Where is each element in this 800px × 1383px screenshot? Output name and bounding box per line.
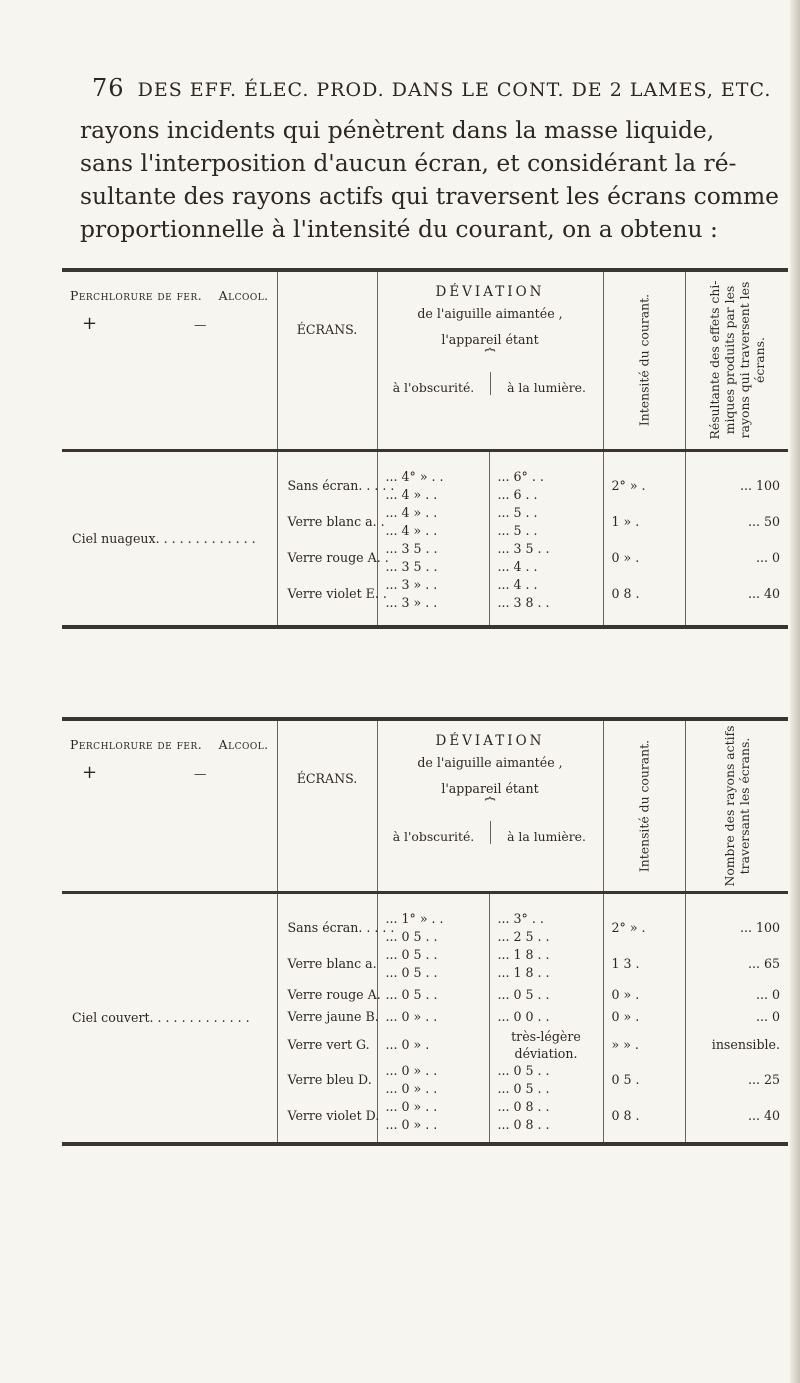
paragraph-line: rayons incidents qui pénètrent dans la masse liquide, bbox=[80, 116, 715, 144]
obscurite-values: ... 4° » . . ... 4 » . . ... 4 » . . ... 4 » . . ... 3 5 . . ... 3 5 . . ... 3 » . . ... 3 » . . bbox=[377, 450, 489, 627]
header-ecrans: ÉCRANS. bbox=[277, 719, 377, 892]
sky-condition: Ciel nuageux. . . . . . . . . . . . . bbox=[62, 450, 277, 627]
header-intensite: Intensité du courant. bbox=[603, 270, 685, 450]
running-title: DES EFF. ÉLEC. PROD. DANS LE CONT. DE 2 LAMES, ETC. bbox=[137, 79, 772, 101]
header-resultante: Résultante des effets chi- miques produits par les rayons qui traversent les écrans. bbox=[685, 270, 788, 450]
header-solution: Perchlorure de fer. Alcool. + — bbox=[62, 719, 277, 892]
intensite-values: 2° » . 1 » . 0 » . 0 8 . bbox=[603, 450, 685, 627]
running-header bbox=[92, 74, 772, 102]
header-nombre: Nombre des rayons actifs traversant les écrans. bbox=[685, 719, 788, 892]
paragraph-line: proportionnelle à l'intensité du courant, on a obtenu : bbox=[80, 215, 718, 243]
resultante-values: ... 100 ... 50 ... 0 ... 40 bbox=[739, 477, 780, 601]
lumiere-values: ... 6° . . ... 6 . . ... 5 . . ... 5 . . ... 3 5 . . ... 4 . . ... 4 . . ... 3 8 . . bbox=[489, 450, 603, 627]
screens-list: Sans écran. . . . . Verre blanc a. . Verre rouge A. . Verre violet E. . bbox=[277, 450, 377, 627]
header-deviation: DÉVIATION de l'aiguille aimantée , l'appareil étant ⏞ à l'obscurité. à la lumière. bbox=[377, 270, 603, 450]
header-solution: Perchlorure de fer. Alcool. + — bbox=[62, 270, 277, 450]
page-edge bbox=[790, 0, 800, 1383]
paragraph-line: sans l'interposition d'aucun écran, et considérant la ré- bbox=[80, 149, 737, 177]
page-number: 76 bbox=[92, 74, 125, 102]
lumiere-values: ... 3° . . ... 2 5 . . ... 1 8 . . ... 1 8 . . ... 0 5 . . ... 0 0 . . très-légère déviation. ... 0 5 . . ... 0 5 . . ... 0 8 . . ... 0 8 . . bbox=[489, 892, 603, 1144]
brace-icon: ⏞ bbox=[484, 797, 496, 818]
nombre-values: ... 100 ... 65 ... 0 ... 0 insensible. ... 25 ... 40 bbox=[711, 919, 780, 1123]
intensite-values: 2° » . 1 3 . 0 » . 0 » . » » . 0 5 . 0 8 . bbox=[603, 892, 685, 1144]
table-overcast-sky bbox=[62, 717, 788, 1146]
sky-condition: Ciel couvert. . . . . . . . . . . . . bbox=[62, 892, 277, 1144]
body-paragraph bbox=[80, 114, 780, 246]
obscurite-values: ... 1° » . . ... 0 5 . . ... 0 5 . . ... 0 5 . . ... 0 5 . . ... 0 » . . ... 0 » . ... 0 » . . ... 0 » . . ... 0 » . . ... 0 » . . bbox=[377, 892, 489, 1144]
header-intensite: Intensité du courant. bbox=[603, 719, 685, 892]
header-ecrans: ÉCRANS. bbox=[277, 270, 377, 450]
paragraph-line: sultante des rayons actifs qui traversent les écrans comme bbox=[80, 182, 780, 210]
screens-list: Sans écran. . . . . Verre blanc a. Verre rouge A. Verre jaune B. Verre vert G. Verre bleu D. Verre violet D. bbox=[277, 892, 377, 1144]
brace-icon: ⏞ bbox=[484, 348, 496, 369]
table-cloudy-sky bbox=[62, 268, 788, 629]
header-deviation: DÉVIATION de l'aiguille aimantée , l'appareil étant ⏞ à l'obscurité. à la lumière. bbox=[377, 719, 603, 892]
